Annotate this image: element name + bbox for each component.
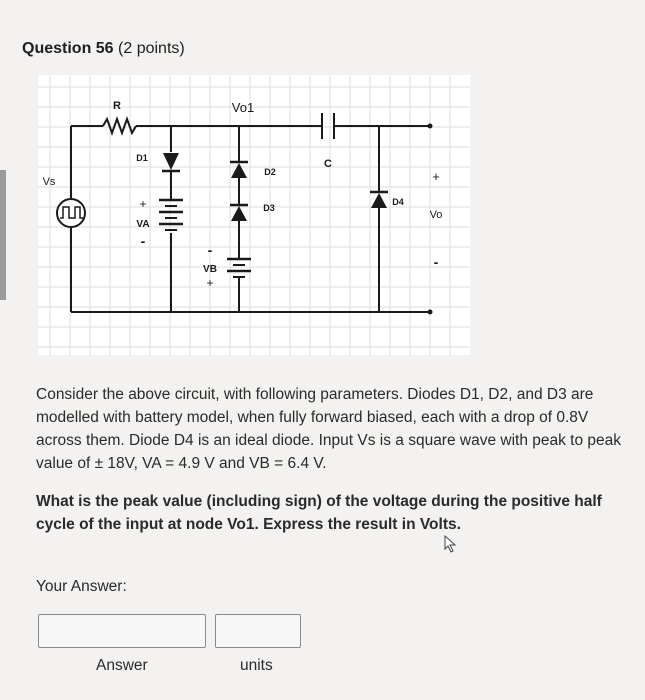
label-c: C	[324, 158, 332, 170]
label-d1: D1	[136, 153, 148, 163]
vo-plus: +	[432, 169, 440, 184]
source-vs	[57, 199, 85, 227]
label-va: VA	[136, 219, 150, 230]
terminal-vo-bottom	[428, 310, 433, 315]
label-vo1: Vo1	[231, 100, 255, 115]
label-vo: Vo	[429, 209, 443, 221]
label-r: R	[113, 100, 121, 112]
vo-minus: -	[433, 254, 439, 270]
units-input[interactable]	[215, 614, 301, 648]
answer-field-label: Answer	[96, 657, 148, 674]
your-answer-label: Your Answer:	[36, 578, 127, 595]
vb-plus: +	[206, 276, 214, 290]
question-prompt: What is the peak value (including sign) of the voltage during the positive half cycle of the input at node Vo1. Express the result in Volts.	[36, 493, 602, 533]
label-d4: D4	[392, 197, 404, 207]
units-field-label: units	[240, 657, 273, 674]
question-description: Consider the above circuit, with following parameters. Diodes D1, D2, and D3 are modelled with battery model, when fully forward biased, each with a drop of 0.8V across them. Diode D4 is an ideal diode. Input Vs is a square wave with peak to peak value of ± 18V, VA = 4.9 V and VB = 6.4 V.	[36, 386, 622, 472]
question-points: (2 points)	[118, 40, 185, 57]
vb-minus: -	[207, 242, 213, 258]
label-vb: VB	[203, 264, 217, 275]
terminal-vo-top	[428, 124, 433, 129]
va-minus: -	[140, 233, 146, 249]
label-vs: Vs	[42, 176, 56, 188]
scroll-indicator	[0, 170, 6, 300]
question-number: Question 56	[22, 40, 114, 57]
circuit-diagram	[38, 75, 470, 355]
question-header	[22, 40, 185, 58]
mouse-cursor-icon	[444, 535, 458, 553]
answer-input[interactable]	[38, 614, 206, 648]
label-d3: D3	[263, 203, 275, 213]
label-d2: D2	[264, 167, 276, 177]
va-plus: +	[139, 197, 147, 211]
